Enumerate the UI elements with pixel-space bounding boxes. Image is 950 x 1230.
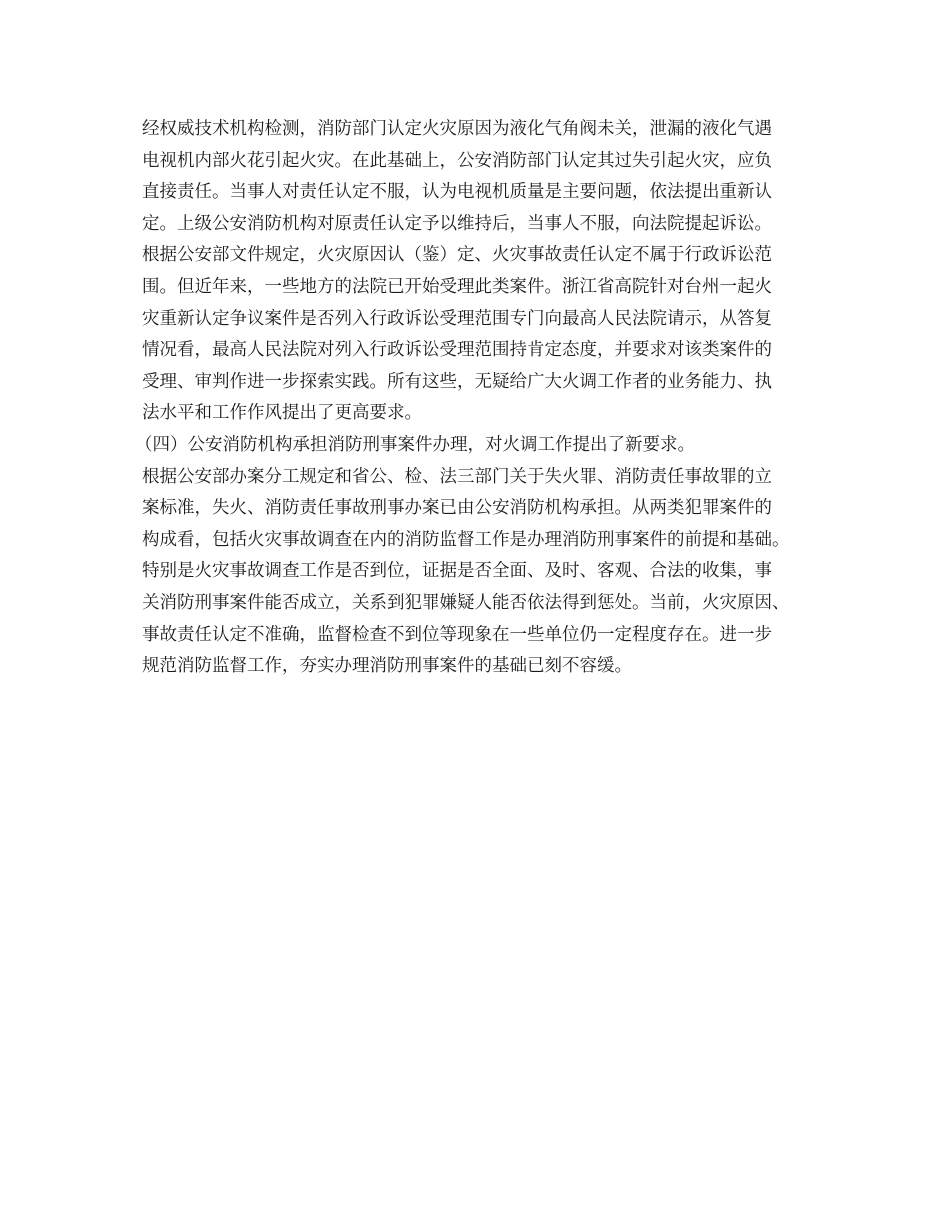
- text-line: 构成看，包括火灾事故调查在内的消防监督工作是办理消防刑事案件的前提和基础。: [142, 529, 790, 550]
- text-line: 关消防刑事案件能否成立，关系到犯罪嫌疑人能否依法得到惩处。当前，火灾原因、: [142, 592, 790, 613]
- text-line: 根据公安部办案分工规定和省公、检、法三部门关于失火罪、消防责任事故罪的立: [142, 466, 772, 487]
- text-line: 经权威技术机构检测，消防部门认定火灾原因为液化气角阀未关，泄漏的液化气遇: [142, 119, 772, 139]
- text-line: 定。上级公安消防机构对原责任认定予以维持后，当事人不服，向法院提起诉讼。: [142, 213, 772, 234]
- document-body: [135, 114, 832, 683]
- text-line: 围。但近年来，一些地方的法院已开始受理此类案件。浙江省高院针对台州一起火: [142, 276, 772, 297]
- section-heading: （四）公安消防机构承担消防刑事案件办理，对火调工作提出了新要求。: [135, 434, 695, 455]
- text-line: 直接责任。当事人对责任认定不服，认为电视机质量是主要问题，依法提出重新认: [142, 182, 772, 203]
- text-line: 案标准，失火、消防责任事故刑事办案已由公安消防机构承担。从两类犯罪案件的: [142, 498, 772, 519]
- text-line: 受理、审判作进一步探索实践。所有这些，无疑给广大火调工作者的业务能力、执: [142, 371, 772, 392]
- text-line: 事故责任认定不准确，监督检查不到位等现象在一些单位仍一定程度存在。进一步: [142, 624, 772, 645]
- text-line: 根据公安部文件规定，火灾原因认（鉴）定、火灾事故责任认定不属于行政诉讼范: [142, 245, 772, 266]
- text-line: 法水平和工作作风提出了更高要求。: [142, 403, 422, 424]
- text-line: 电视机内部火花引起火灾。在此基础上，公安消防部门认定其过失引起火灾，应负: [142, 150, 772, 171]
- text-line: 特别是火灾事故调查工作是否到位，证据是否全面、及时、客观、合法的收集，事: [142, 561, 772, 582]
- text-line: 情况看，最高人民法院对列入行政诉讼受理范围持肯定态度，并要求对该类案件的: [142, 340, 772, 361]
- text-line: 规范消防监督工作，夯实办理消防刑事案件的基础已刻不容缓。: [142, 656, 632, 677]
- text-line: 灾重新认定争议案件是否列入行政诉讼受理范围专门向最高人民法院请示，从答复: [142, 308, 772, 329]
